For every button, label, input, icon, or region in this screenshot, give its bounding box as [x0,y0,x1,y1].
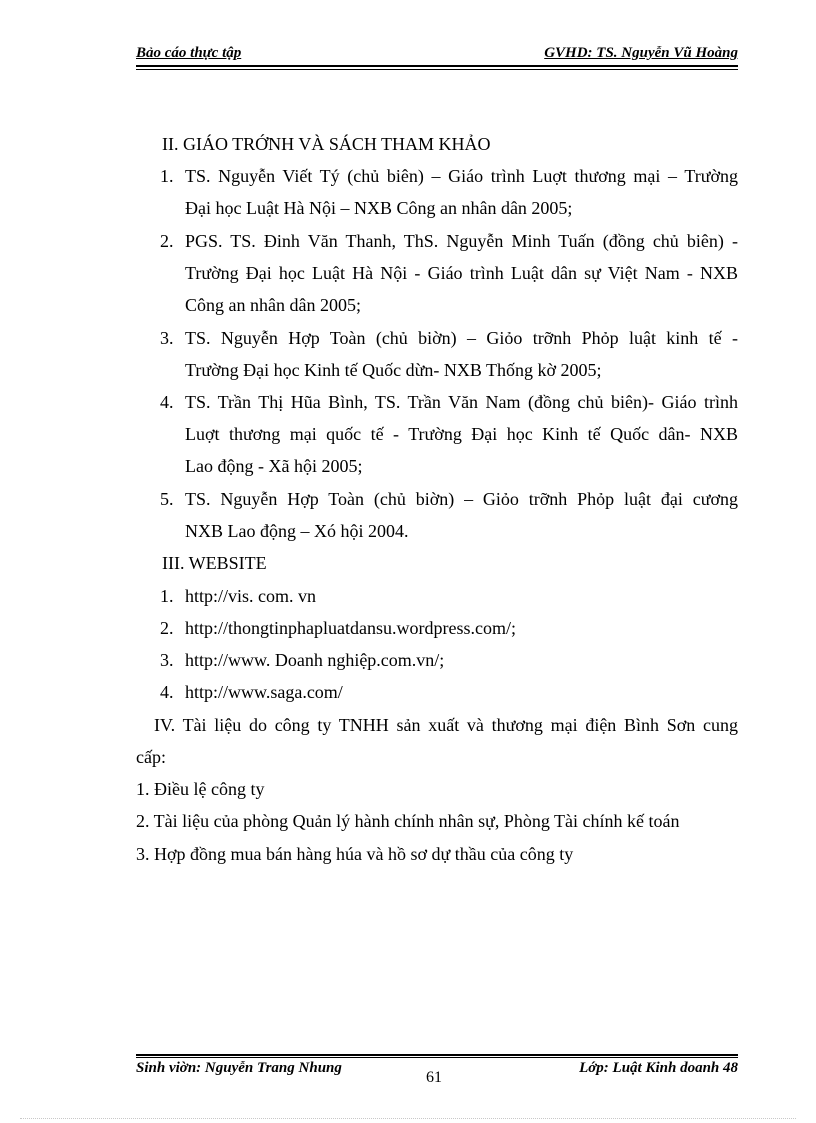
website-4-link: http://www.saga.com/ [185,682,343,702]
ref-3-line2: Trường Đại học Kinh tế Quốc dừn- NXB Thống kờ 2005; [185,360,602,380]
ref-1-line1: TS. Nguyễn Viết Tý (chủ biên) – Giáo trình Luợt thương mại – Trường [185,166,738,186]
ref-5-number: 5. [160,489,174,509]
header-report-title: Bảo cáo thực tập [136,45,242,61]
website-2-number: 2. [160,618,174,638]
ref-3-line1: TS. Nguyễn Hợp Toàn (chủ biờn) – Giỏo trỡnh Phỏp luật kinh tế - [185,328,738,348]
ref-1-line2: Đại học Luật Hà Nội – NXB Công an nhân dân 2005; [185,198,573,218]
header-rule [136,65,738,67]
company-doc-1: 1. Điều lệ công ty [136,779,265,799]
page-number: 61 [426,1069,442,1086]
ref-2-line1: PGS. TS. Đinh Văn Thanh, ThS. Nguyễn Minh Tuấn (đồng chủ biên) - [185,231,738,251]
ref-2-line2: Trường Đại học Luật Hà Nội - Giáo trình Luật dân sự Việt Nam - NXB [185,263,738,283]
section-iv-title: IV. Tài liệu do công ty TNHH sản xuất và thương mại điện Bình Sơn cung [154,715,738,735]
page-bottom-border [20,1118,796,1119]
website-3-number: 3. [160,650,174,670]
footer-rule [136,1054,738,1056]
website-3-link: http://www. Doanh nghiệp.com.vn/; [185,650,445,670]
footer-rule-thin [136,1057,738,1058]
ref-5-line2: NXB Lao động – Xó hội 2004. [185,521,409,541]
ref-2-number: 2. [160,231,174,251]
website-1-number: 1. [160,586,174,606]
footer-class: Lớp: Luật Kinh doanh 48 [579,1060,738,1076]
ref-2-line3: Công an nhân dân 2005; [185,295,361,315]
footer-student-name: Sinh viờn: Nguyễn Trang Nhung [136,1060,342,1076]
page-header [136,45,738,65]
website-4-number: 4. [160,682,174,702]
ref-4-line2: Luợt thương mại quốc tế - Trường Đại học Kinh tế Quốc dân- NXB [185,424,738,444]
section-iii-title: III. WEBSITE [162,553,267,573]
header-rule-thin [136,69,738,70]
company-doc-2: 2. Tài liệu của phòng Quản lý hành chính nhân sự, Phòng Tài chính kế toán [136,811,680,831]
ref-5-line1: TS. Nguyễn Hợp Toàn (chủ biờn) – Giỏo trỡnh Phỏp luật đại cương [185,489,738,509]
section-iv-title-cont: cấp: [136,747,166,767]
page-footer [136,1060,738,1084]
section-ii-title: II. GIÁO TRỚNH VÀ SÁCH THAM KHẢO [162,134,491,154]
ref-4-number: 4. [160,392,174,412]
ref-3-number: 3. [160,328,174,348]
ref-4-line1: TS. Trần Thị Hũa Bình, TS. Trần Văn Nam (đồng chủ biên)- Giáo trình [185,392,738,412]
ref-4-line3: Lao động - Xã hội 2005; [185,456,363,476]
header-supervisor: GVHD: TS. Nguyễn Vũ Hoàng [544,45,738,61]
ref-1-number: 1. [160,166,174,186]
company-doc-3: 3. Hợp đồng mua bán hàng húa và hồ sơ dự thầu của công ty [136,844,574,864]
website-2-link: http://thongtinphapluatdansu.wordpress.com/; [185,618,516,638]
website-1-link: http://vis. com. vn [185,586,317,606]
